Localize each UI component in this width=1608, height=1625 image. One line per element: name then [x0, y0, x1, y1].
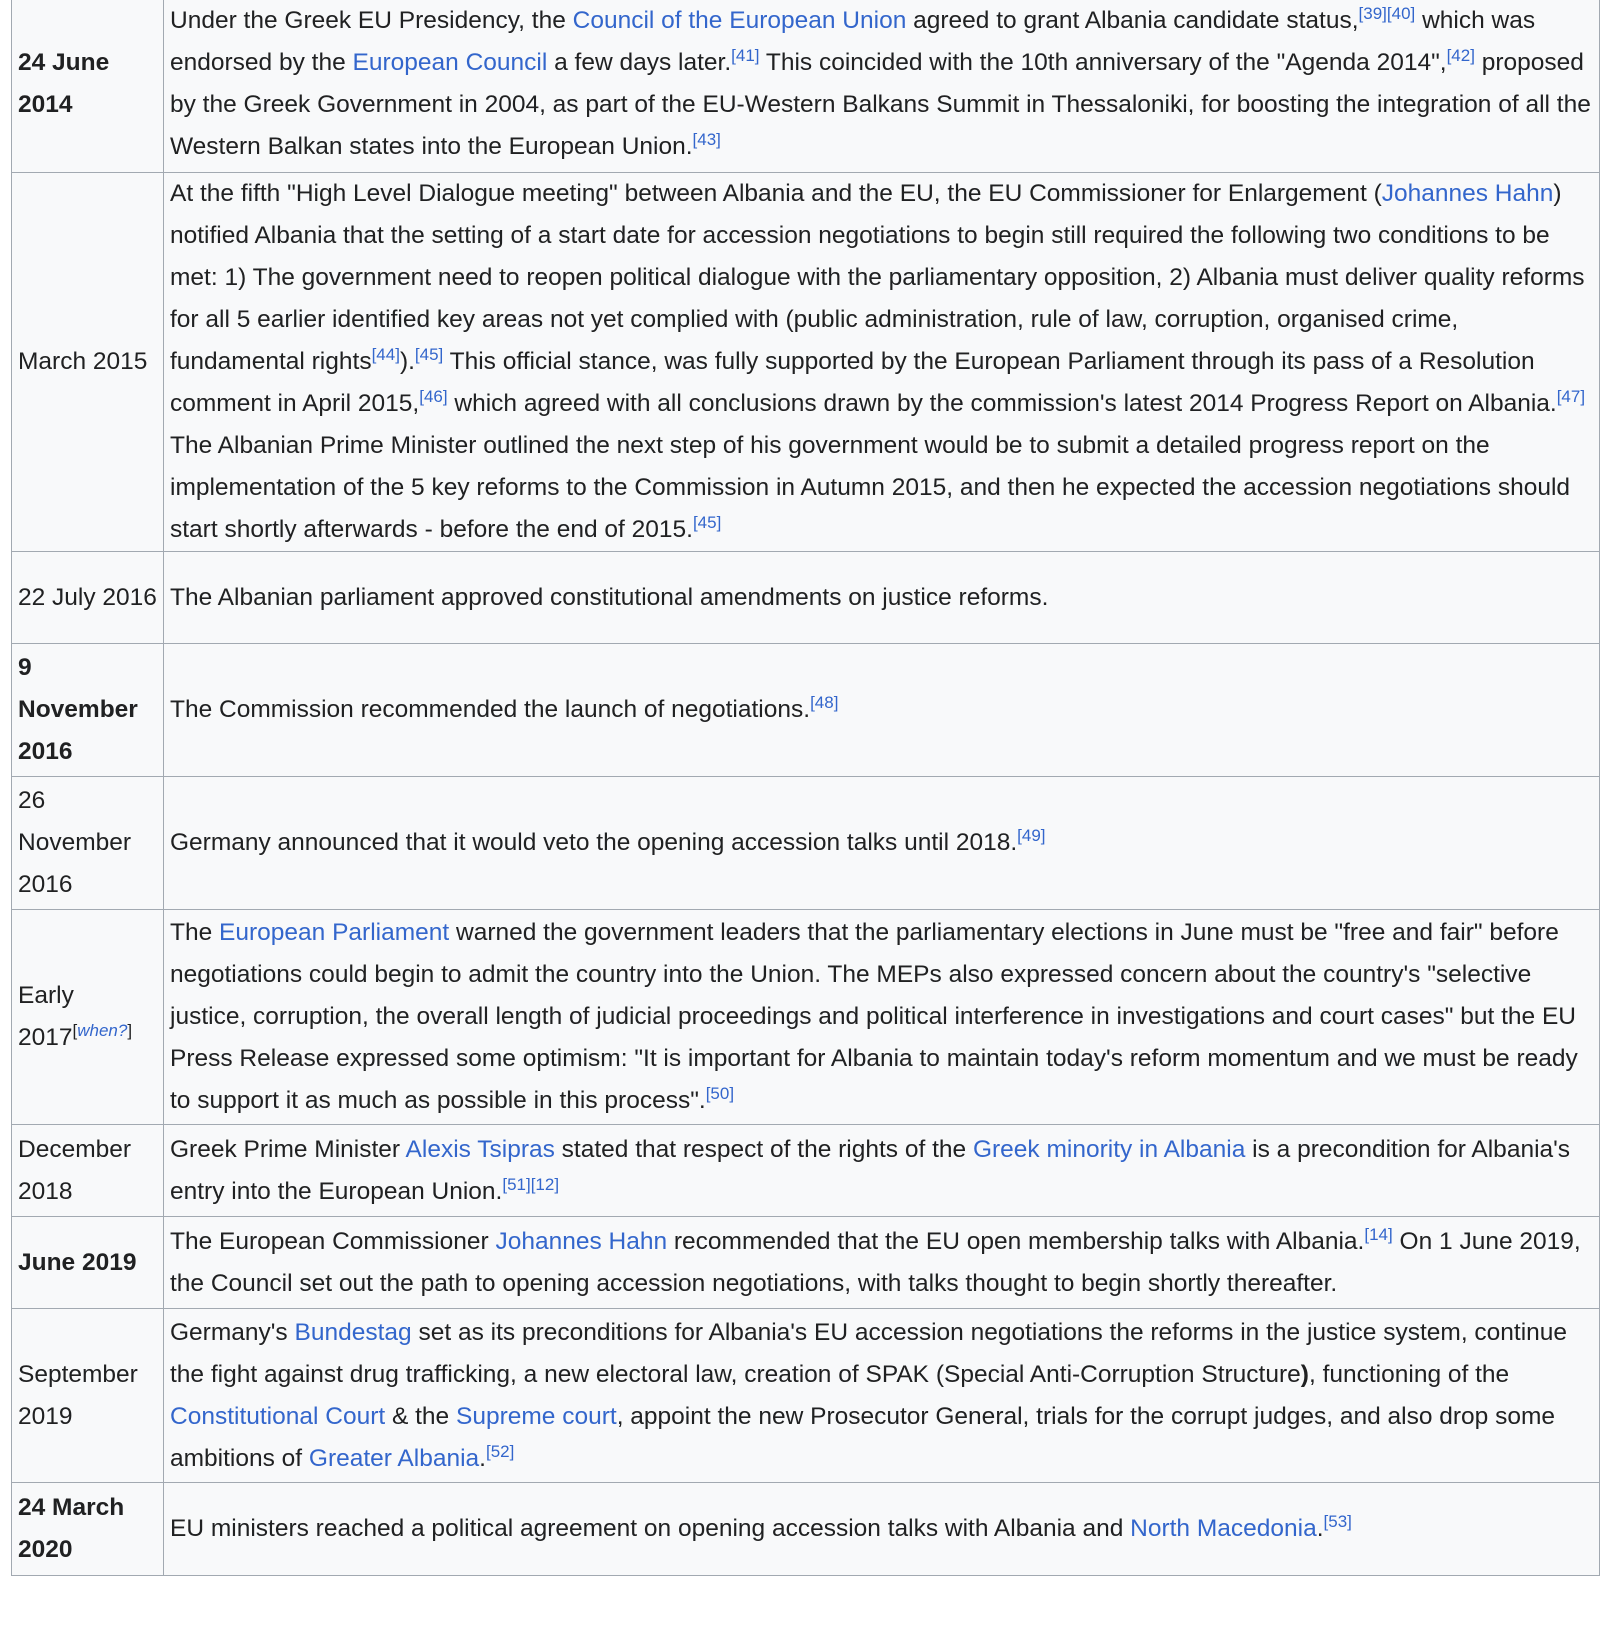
row-event — [164, 552, 1600, 644]
event-text: At the fifth "High Level Dialogue meeting" between Albania and the EU, the EU Commissioner for Enlargement ( — [170, 180, 1382, 207]
event-text: The — [170, 919, 220, 946]
row-event — [164, 910, 1600, 1125]
timeline-row — [12, 1217, 1600, 1309]
citation-link[interactable]: [40] — [1386, 3, 1416, 23]
event-text: ) notified Albania that the setting of a start date for accession negotiations to begin still required the following two conditions to be met: 1) The government need to reopen political dialogue with the parliamentary opposition, 2) Albania must deliver quality reforms for all 5 earlier identified key areas not yet complied with (public administration, rule of law, corruption, organised crime, fundamental rights — [170, 180, 1585, 375]
citation-link[interactable]: [45] — [414, 344, 444, 364]
row-event — [164, 1309, 1600, 1483]
event-text: , functioning of the — [1308, 1360, 1510, 1388]
row-date-text: September 2019 — [18, 1360, 138, 1430]
event-text: Under the Greek EU Presidency, the — [170, 6, 573, 34]
event-text: which agreed with all conclusions drawn by the commission's latest 2014 Progress Report on Albania. — [447, 390, 1557, 417]
row-date — [12, 552, 164, 644]
citation — [1387, 3, 1415, 22]
row-date — [12, 0, 164, 173]
wiki-link[interactable]: Bundestag — [294, 1318, 412, 1346]
wiki-link[interactable]: Greek minority in Albania — [972, 1135, 1246, 1163]
wiki-link[interactable]: Constitutional Court — [170, 1402, 386, 1430]
wiki-link[interactable]: Alexis Tsipras — [405, 1135, 555, 1163]
row-date-text: 9 November 2016 — [18, 654, 138, 765]
timeline-row — [12, 0, 1600, 173]
citation — [1359, 3, 1387, 22]
event-text: The Commission recommended the launch of negotiations. — [170, 696, 811, 723]
citation-link[interactable]: [47] — [1556, 386, 1586, 406]
citation-link[interactable]: [49] — [1017, 825, 1046, 845]
when-link[interactable]: when? — [77, 1020, 128, 1040]
timeline-row — [12, 644, 1600, 777]
event-text: . — [479, 1444, 486, 1472]
wiki-link[interactable]: North Macedonia — [1130, 1515, 1317, 1542]
event-text: Germany's — [170, 1318, 295, 1346]
citation-link[interactable]: [53] — [1323, 1511, 1352, 1531]
citation — [502, 1174, 530, 1193]
event-text: set as its preconditions for Albania's EU accession negotiations the reforms in the justice system, continue the fight against drug trafficking, a new electoral law, creation of SPAK (Special Anti-Corruption Structure — [170, 1318, 1568, 1388]
citation — [531, 1174, 559, 1193]
row-event — [164, 173, 1600, 552]
citation — [1017, 826, 1045, 845]
row-date — [12, 1483, 164, 1576]
timeline-row — [12, 1483, 1600, 1576]
timeline-row — [12, 1125, 1600, 1217]
citation-link[interactable]: [12] — [530, 1174, 560, 1194]
row-date-text: 22 July 2016 — [18, 583, 157, 611]
citation-link[interactable]: [43] — [692, 129, 721, 149]
row-date-text: March 2015 — [18, 348, 148, 375]
citation-link[interactable]: [44] — [371, 344, 400, 364]
wiki-link[interactable]: Greater Albania — [308, 1444, 480, 1472]
row-date-text: 24 March 2020 — [18, 1494, 125, 1563]
row-event — [164, 644, 1600, 777]
row-date-text: Early 2017 — [18, 982, 74, 1051]
row-event — [164, 777, 1600, 910]
citation-link[interactable]: [42] — [1446, 45, 1475, 65]
timeline-table — [11, 0, 1600, 1576]
citation-link[interactable]: [52] — [485, 1441, 515, 1461]
citation — [419, 387, 447, 406]
citation-link[interactable]: [51] — [502, 1174, 531, 1194]
citation — [810, 693, 838, 712]
row-date — [12, 1125, 164, 1217]
citation — [693, 513, 721, 532]
wiki-link[interactable]: Johannes Hahn — [1381, 180, 1554, 207]
event-text: . — [1316, 1515, 1324, 1542]
citation — [1447, 45, 1475, 64]
when-note: [when?] — [72, 1020, 133, 1040]
row-date — [12, 644, 164, 777]
event-text: The Albanian Prime Minister outlined the next step of his government would be to submit a detailed progress report on the implementation of the 5 key reforms to the Commission in Autumn 2015, and then he expected the accession negotiations should start shortly afterwards - before the end of 2015. — [170, 432, 1571, 543]
row-date-text: June 2019 — [18, 1248, 137, 1276]
citation — [731, 45, 759, 64]
event-text: This coincided with the 10th anniversary of the "Agenda 2014", — [759, 48, 1447, 76]
event-text: proposed by the Greek Government in 2004, as part of the EU-Western Balkans Summit in Thessaloniki, for boosting the integration of all the Western Balkan states into the European Union. — [170, 48, 1591, 160]
event-text: warned the government leaders that the parliamentary elections in June must be "free and fair" before negotiations could begin to admit the country into the Union. The MEPs also expressed concern about the country's "selective justice, corruption, the overall length of judicial proceedings and political interference in investigations and court cases" but the EU Press Release expressed some optimism: "It is important for Albania to maintain today's reform momentum and we must be ready to support it as much as possible in this process". — [170, 919, 1578, 1114]
row-date-text: 26 November 2016 — [18, 787, 132, 898]
event-text: a few days later. — [547, 48, 732, 76]
wiki-link[interactable]: Johannes Hahn — [495, 1227, 668, 1255]
wiki-link[interactable]: European Council — [352, 48, 548, 76]
event-text: Germany announced that it would veto the opening accession talks until 2018. — [170, 829, 1018, 856]
row-date — [12, 1309, 164, 1483]
citation — [693, 129, 721, 148]
row-date — [12, 777, 164, 910]
row-date — [12, 1217, 164, 1309]
citation-link[interactable]: [41] — [731, 45, 760, 65]
citation-link[interactable]: [39] — [1358, 3, 1387, 23]
timeline-row — [12, 910, 1600, 1125]
row-date-text: December 2018 — [18, 1135, 132, 1205]
wiki-link[interactable]: European Parliament — [219, 919, 450, 946]
event-text: The European Commissioner — [170, 1227, 496, 1255]
row-event — [164, 0, 1600, 173]
event-text: The Albanian parliament approved constitutional amendments on justice reforms. — [170, 583, 1049, 611]
citation-link[interactable]: [50] — [705, 1083, 735, 1103]
timeline-row — [12, 173, 1600, 552]
row-event — [164, 1483, 1600, 1576]
event-text: which was endorsed by the — [170, 6, 1536, 76]
citation — [1557, 387, 1585, 406]
event-text: stated that respect of the rights of the — [554, 1135, 973, 1163]
row-date — [12, 173, 164, 552]
citation — [372, 345, 400, 364]
citation-link[interactable]: [48] — [810, 692, 839, 712]
event-text: On 1 June 2019, the Council set out the path to opening accession negotiations, with talks thought to begin shortly thereafter. — [170, 1227, 1581, 1297]
event-text: & the — [385, 1402, 456, 1430]
event-text: is a precondition for Albania's entry into the European Union. — [170, 1135, 1571, 1205]
event-text: EU ministers reached a political agreement on opening accession talks with Albania and — [170, 1515, 1131, 1542]
citation — [1324, 1512, 1352, 1531]
event-text-bold: ) — [1300, 1360, 1309, 1388]
citation-link[interactable]: [45] — [692, 512, 722, 532]
citation — [706, 1084, 734, 1103]
timeline-row — [12, 552, 1600, 644]
event-text: ). — [399, 348, 415, 375]
row-date-text: 24 June 2014 — [18, 48, 110, 118]
wiki-link[interactable]: Supreme court — [456, 1402, 617, 1430]
event-text: Greek Prime Minister — [170, 1135, 406, 1163]
citation-link[interactable]: [14] — [1364, 1224, 1393, 1244]
citation-link[interactable]: [46] — [419, 386, 448, 406]
event-text: recommended that the EU open membership talks with Albania. — [667, 1227, 1365, 1255]
timeline-row — [12, 777, 1600, 910]
row-event — [164, 1125, 1600, 1217]
event-text: agreed to grant Albania candidate status, — [906, 6, 1359, 34]
citation — [486, 1441, 514, 1460]
citation — [415, 345, 443, 364]
row-event — [164, 1217, 1600, 1309]
event-text: , appoint the new Prosecutor General, trials for the corrupt judges, and also drop some ambitions of — [170, 1402, 1556, 1472]
timeline-body — [12, 0, 1600, 1576]
event-text: This official stance, was fully supported by the European Parliament through its pass of a Resolution comment in April 2015, — [170, 348, 1535, 417]
citation — [1364, 1224, 1392, 1243]
wiki-link[interactable]: Council of the European Union — [572, 6, 907, 34]
row-date — [12, 910, 164, 1125]
timeline-row — [12, 1309, 1600, 1483]
